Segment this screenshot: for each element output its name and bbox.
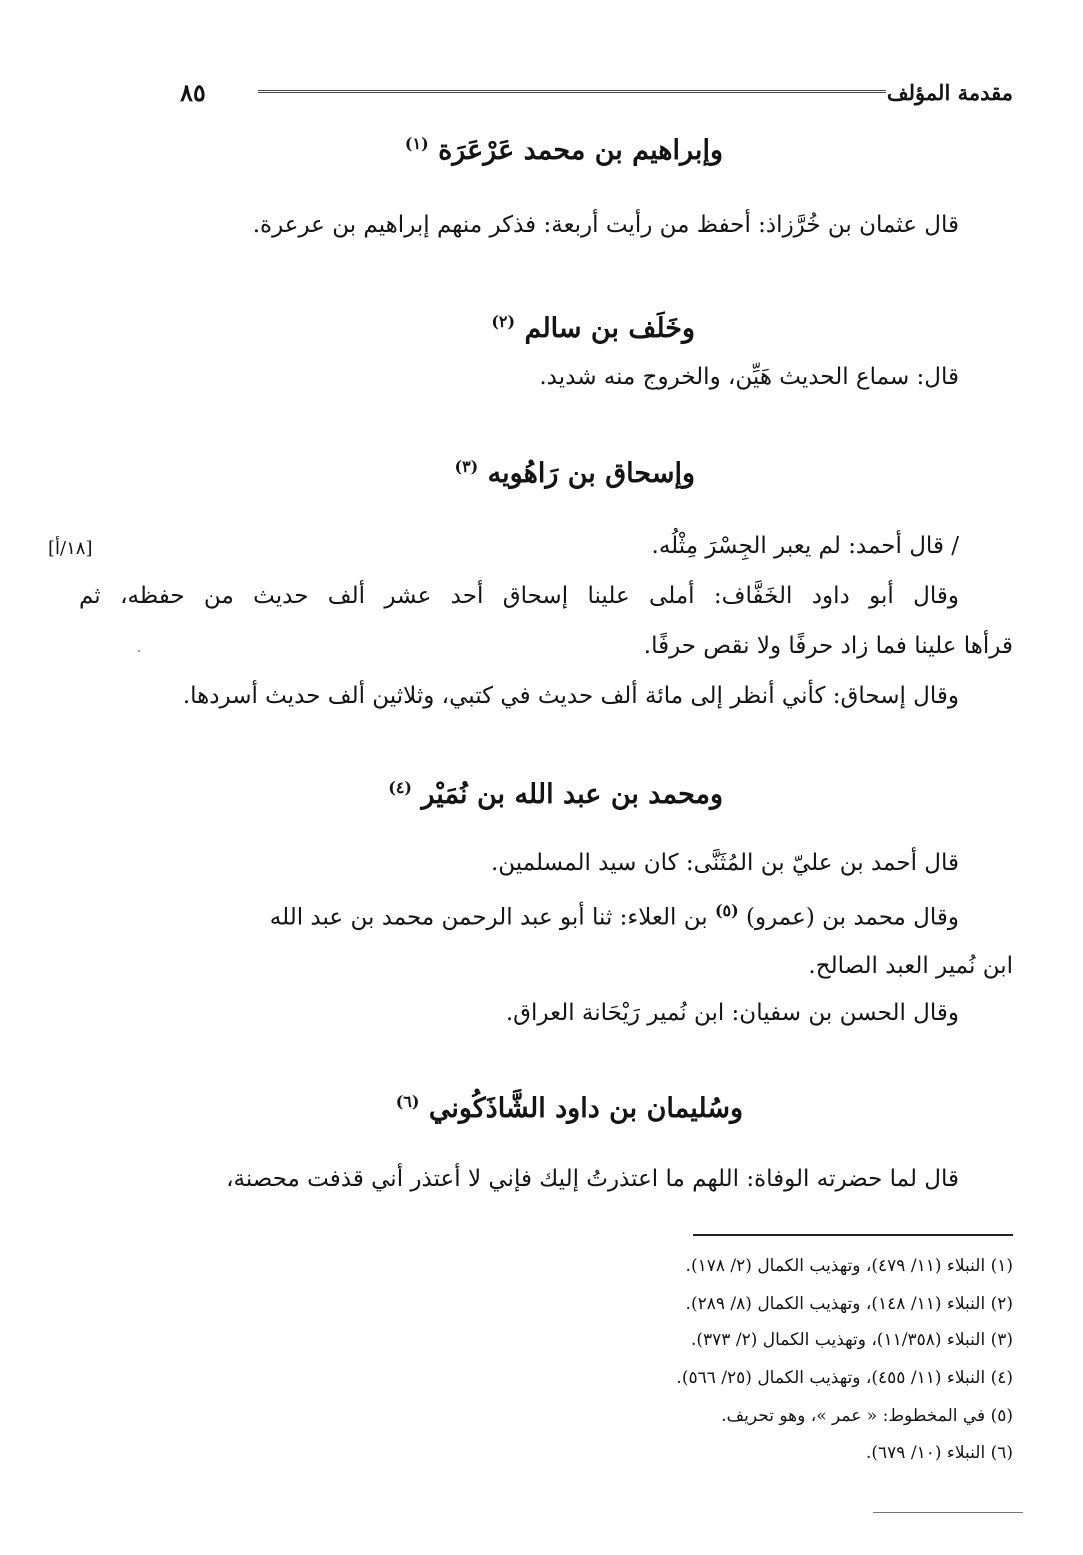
footnote: (٦) النبلاء (١٠/ ٦٧٩). [865,1443,1013,1463]
footnote: (٢) النبلاء (١١/ ١٤٨)، وتهذيب الكمال (٨/ ٢٨٩). [685,1294,1013,1314]
footnote-ref: (٦) [395,1092,420,1111]
text-line: قرأها علينا فما زاد حرفًا ولا نقص حرفًا. [643,633,1013,659]
section-heading-shadhakuni [396,1092,743,1124]
manuscript-folio-marker: [١٨/أ] [48,538,93,559]
scan-speck [138,650,140,652]
text-segment: بن العلاء: ثنا أبو عبد الرحمن محمد بن عبد الله [269,904,708,931]
footnote-ref: (١) [404,134,429,153]
footnote-ref: (٤) [388,778,412,797]
section-heading-ibn-numayr [388,778,723,810]
text-line: وقال أبو داود الخَفَّاف: أملى علينا إسحاق أحد عشر ألف حديث من حفظه، ثم [79,583,959,609]
header-rule [258,90,886,93]
heading-text: وإبراهيم بن محمد عَرْعَرَة [438,135,723,166]
heading-text: ومحمد بن عبد الله بن نُمَيْر [421,779,723,810]
text-line: وقال إسحاق: كأني أنظر إلى مائة ألف حديث في كتبي، وثلاثين ألف حديث أسردها. [182,683,959,709]
text-line: ابن نُمير العبد الصالح. [808,953,1013,979]
text-line: قال عثمان بن خُرَّزاذ: أحفظ من رأيت أربعة: فذكر منهم إبراهيم بن عرعرة. [252,212,959,238]
footnote: (٥) في المخطوط: « عمر »، وهو تحريف. [721,1406,1013,1426]
section-heading-ibrahim [405,134,723,166]
footnote-ref: (٢) [491,312,516,331]
text-segment: وقال محمد بن (عمرو) [746,904,959,931]
footnote: (١) النبلاء (١١/ ٤٧٩)، وتهذيب الكمال (٢/ ١٧٨). [685,1256,1013,1276]
text-line [270,901,959,931]
footnote-ref: (٥) [714,901,739,920]
text-line: / قال أحمد: لم يعبر الجِسْرَ مِثْلُه. [651,533,959,559]
text-line: قال أحمد بن عليّ بن المُثَنَّى: كان سيد المسلمين. [490,850,959,876]
page-number: ٨٥ [180,78,206,107]
section-heading-khalaf [491,312,695,344]
heading-text: وخَلَف بن سالم [524,313,695,344]
page-bottom-rule [873,1512,1023,1513]
running-header-title: مقدمة المؤلف [886,80,1013,105]
footnote: (٤) النبلاء (١١/ ٤٥٥)، وتهذيب الكمال (٢٥/ ٥٦٦). [676,1368,1013,1388]
section-heading-ishaq [454,457,695,489]
text-line: قال لما حضرته الوفاة: اللهم ما اعتذرتُ إليك فإني لا أعتذر أني قذفت محصنة، [226,1166,959,1192]
text-line: قال: سماع الحديث هَيِّن، والخروج منه شديد. [539,364,959,390]
footnote-ref: (٣) [454,457,479,476]
text-line: وقال الحسن بن سفيان: ابن نُمير رَيْحَانة العراق. [505,1000,959,1026]
footnote-separator [693,1234,1013,1236]
heading-text: وسُليمان بن داود الشَّاذَكُوني [428,1093,743,1124]
heading-text: وإسحاق بن رَاهُويه [487,458,695,489]
footnote: (٣) النبلاء (١١/٣٥٨)، وتهذيب الكمال (٢/ ٣٧٣). [690,1330,1013,1350]
